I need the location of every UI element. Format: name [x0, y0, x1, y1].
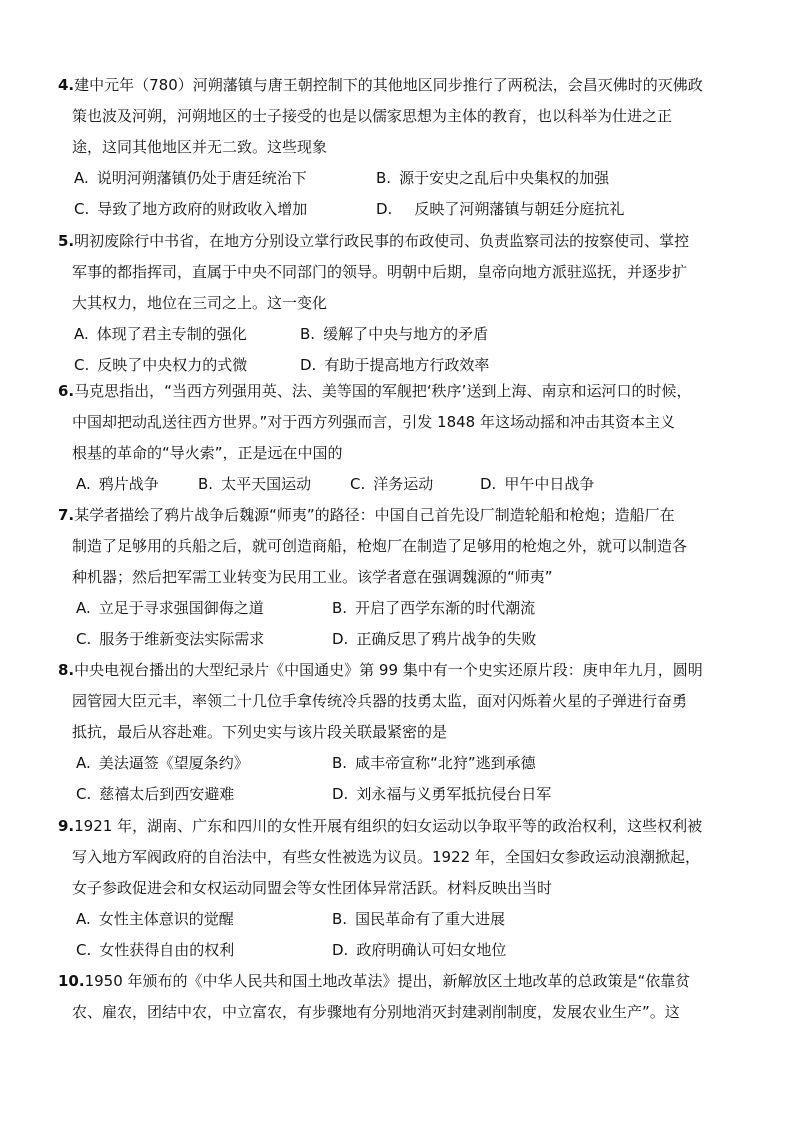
option-b[interactable]: B. 缓解了中央与地方的矛盾 [300, 325, 489, 343]
option-d[interactable]: D. 刘永福与义勇军抵抗侵台日军 [332, 785, 552, 803]
options-row [58, 194, 738, 225]
option-d[interactable]: D. 正确反思了鸦片战争的失败 [332, 630, 537, 648]
question-number: 9. [58, 817, 75, 835]
option-c[interactable]: C. 服务于维新变法实际需求 [76, 630, 265, 648]
option-d[interactable]: D. 甲午中日战争 [480, 475, 595, 493]
option-b[interactable]: B. 开启了西学东渐的时代潮流 [332, 599, 536, 617]
question-number: 7. [58, 506, 75, 524]
question-4-line-2: 策也波及河朔，河朔地区的士子接受的也是以儒家思想为主体的教育，也以科举为仕进之正 [72, 107, 673, 125]
options-row [58, 624, 738, 655]
options-row [58, 935, 738, 966]
option-a[interactable]: A. 美法逼签《望厦条约》 [76, 754, 249, 772]
question-number: 10. [58, 972, 85, 990]
option-d[interactable]: D. 政府明确认可妇女地位 [332, 941, 507, 959]
option-b[interactable]: B. 咸丰帝宣称“北狩”逃到承德 [332, 754, 536, 772]
option-b[interactable]: B. 源于安史之乱后中央集权的加强 [376, 169, 610, 187]
question-5-line-3: 大其权力，地位在三司之上。这一变化 [72, 294, 328, 312]
question-7-line-3: 种机器；然后把军需工业转变为民用工业。该学者意在强调魏源的“师夷” [72, 568, 553, 586]
question-9-line-2: 写入地方军阀政府的自治法中，有些女性被选为议员。1922 年，全国妇女参政运动浪潮掀起， [72, 848, 700, 866]
question-6-line-3: 根基的革命的“导火索”，正是远在中国的 [72, 444, 343, 462]
option-b[interactable]: B. 国民革命有了重大进展 [332, 910, 506, 928]
option-c[interactable]: C. 导致了地方政府的财政收入增加 [74, 200, 308, 218]
option-a[interactable]: A. 立足于寻求强国御侮之道 [76, 599, 264, 617]
question-10-line-1: 10.1950 年颁布的《中华人民共和国土地改革法》提出，新解放区土地改革的总政策是“依靠贫 [58, 972, 691, 990]
options-row [58, 469, 738, 500]
question-7 [58, 500, 738, 655]
options-row [58, 319, 738, 350]
question-number: 4. [58, 76, 75, 94]
option-c[interactable]: C. 慈禧太后到西安避难 [76, 785, 235, 803]
question-6 [58, 376, 738, 500]
question-10-line-2: 农、雇农，团结中农，中立富农，有步骤地有分别地消灭封建剥削制度，发展农业生产”。这 [72, 1003, 680, 1021]
question-7-line-2: 制造了足够用的兵船之后，就可创造商船，枪炮厂在制造了足够用的枪炮之外，就可以制造各 [72, 537, 688, 555]
question-8-line-2: 园管园大臣元丰，率领二十几位手拿传统冷兵器的技勇太监，面对闪烁着火星的子弹进行奋勇 [72, 692, 688, 710]
question-4-line-3: 途，这同其他地区并无二致。这些现象 [72, 138, 328, 156]
question-number: 5. [58, 232, 75, 250]
question-number: 6. [58, 382, 75, 400]
question-4-line-1: 4.建中元年（780）河朔藩镇与唐王朝控制下的其他地区同步推行了两税法，会昌灭佛时的灭佛政 [58, 76, 703, 94]
options-row [58, 748, 738, 779]
question-10 [58, 966, 738, 1028]
option-c[interactable]: C. 洋务运动 [350, 475, 434, 493]
question-6-line-1: 6.马克思指出，“当西方列强用英、法、美等国的军舰把‘秩序’送到上海、南京和运河口的时候， [58, 382, 692, 400]
question-7-line-1: 7.某学者描绘了鸦片战争后魏源“师夷”的路径：中国自己首先设厂制造轮船和枪炮；造船厂在 [58, 506, 675, 524]
question-9-line-1: 9.1921 年，湖南、广东和四川的女性开展有组织的妇女运动以争取平等的政治权利，这些权利被 [58, 817, 703, 835]
question-5 [58, 226, 738, 381]
question-6-line-2: 中国却把动乱送往西方世界。”对于西方列强而言，引发 1848 年这场动摇和冲击其资本主义 [72, 413, 675, 431]
option-b[interactable]: B. 太平天国运动 [198, 475, 312, 493]
question-9-line-3: 女子参政促进会和女权运动同盟会等女性团体异常活跃。材料反映出当时 [72, 879, 553, 897]
option-a[interactable]: A. 鸦片战争 [76, 475, 159, 493]
question-8-line-3: 抵抗，最后从容赴难。下列史实与该片段关联最紧密的是 [72, 723, 448, 741]
options-row [58, 779, 738, 810]
question-4 [58, 70, 738, 225]
option-c[interactable]: C. 反映了中央权力的式微 [74, 356, 248, 374]
option-d[interactable]: D. 反映了河朔藩镇与朝廷分庭抗礼 [376, 200, 625, 218]
option-a[interactable]: A. 女性主体意识的觉醒 [76, 910, 234, 928]
question-8 [58, 655, 738, 810]
option-c[interactable]: C. 女性获得自由的权利 [76, 941, 235, 959]
question-8-line-1: 8.中央电视台播出的大型纪录片《中国通史》第 99 集中有一个史实还原片段：庚申年九月，圆明 [58, 661, 703, 679]
options-row [58, 163, 738, 194]
options-row [58, 593, 738, 624]
option-a[interactable]: A. 体现了君主专制的强化 [74, 325, 247, 343]
option-d[interactable]: D. 有助于提高地方行政效率 [300, 356, 490, 374]
question-9 [58, 811, 738, 966]
question-5-line-1: 5.明初废除行中书省，在地方分别设立掌行政民事的布政使司、负责监察司法的按察使司、掌控 [58, 232, 690, 250]
option-a[interactable]: A. 说明河朔藩镇仍处于唐廷统治下 [74, 169, 307, 187]
options-row [58, 904, 738, 935]
question-5-line-2: 军事的都指挥司，直属于中央不同部门的领导。明朝中后期，皇帝向地方派驻巡抚，并逐步扩 [72, 263, 688, 281]
question-number: 8. [58, 661, 75, 679]
